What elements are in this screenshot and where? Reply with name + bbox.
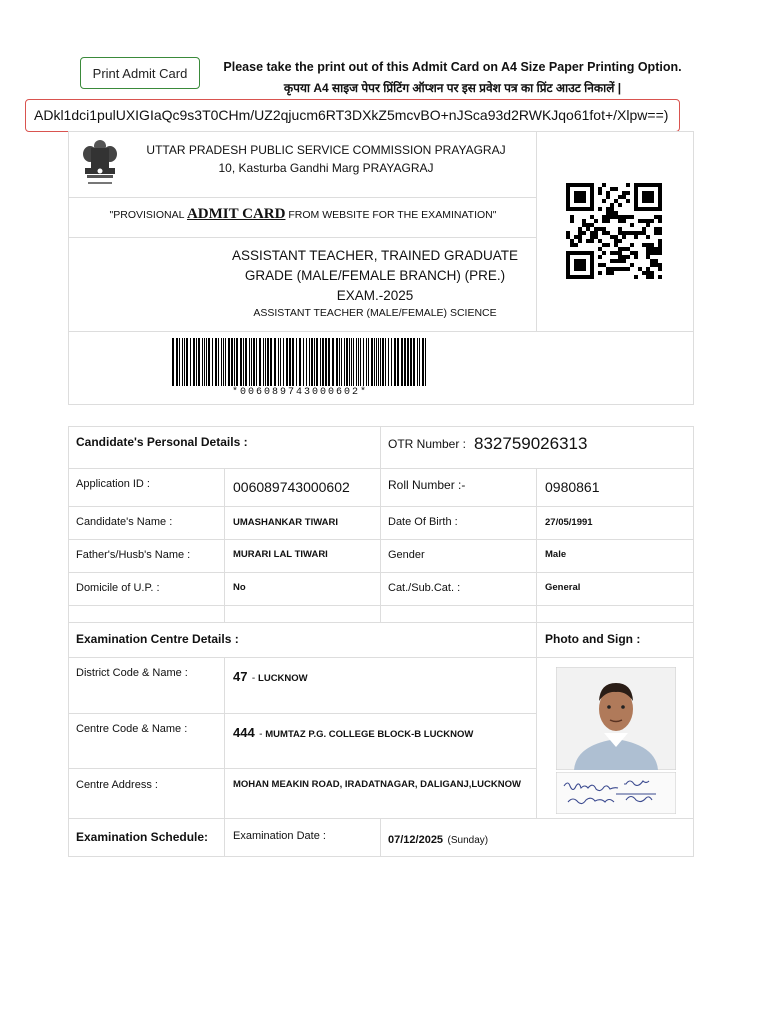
exam-date-value <box>388 830 488 848</box>
centre-address-value: MOHAN MEAKIN ROAD, IRADATNAGAR, DALIGANJ,LUCKNOW <box>233 779 521 790</box>
otr-number-value: 832759026313 <box>474 434 588 453</box>
commission-address: 10, Kasturba Gandhi Marg PRAYAGRAJ <box>218 161 434 175</box>
candidate-name-value: UMASHANKAR TIWARI <box>233 517 339 528</box>
provisional-admit-card-heading <box>70 206 536 223</box>
centre-code-label: Centre Code & Name : <box>76 723 188 735</box>
barcode-icon <box>170 338 430 390</box>
encrypted-token-field: ADkl1dci1pulUXIGIaQc9s3T0CHm/UZ2qjucm6RT3DXkZ5mcvBO+nJSca93d2RWKJqo61fot+/Xlpw==) <box>25 99 680 132</box>
exam-schedule-heading: Examination Schedule: <box>76 830 209 844</box>
admit-card-title: ADMIT CARD <box>186 206 286 222</box>
personal-details-heading: Candidate's Personal Details : <box>76 435 248 449</box>
centre-name: MUMTAZ P.G. COLLEGE BLOCK-B LUCKNOW <box>265 729 474 740</box>
state-emblem-icon <box>76 138 124 192</box>
centre-code: 444 <box>233 725 255 740</box>
qr-code-icon <box>566 183 662 279</box>
exam-date-label: Examination Date : <box>233 830 326 842</box>
centre-address-label: Centre Address : <box>76 779 158 791</box>
candidate-name-label: Candidate's Name : <box>76 516 173 528</box>
print-admit-card-button[interactable]: Print Admit Card <box>80 57 200 89</box>
print-notice-english: Please take the print out of this Admit Card on A4 Size Paper Printing Option. <box>223 60 682 74</box>
gender-label: Gender <box>388 549 425 561</box>
roll-number-label: Roll Number :- <box>388 478 466 492</box>
provisional-prefix: "PROVISIONAL <box>109 209 185 221</box>
application-id-label: Application ID : <box>76 478 150 490</box>
domicile-label: Domicile of U.P. : <box>76 582 160 594</box>
date-of-birth-value: 27/05/1991 <box>545 517 593 528</box>
exam-title-line-1: ASSISTANT TEACHER, TRAINED GRADUATE <box>231 248 519 263</box>
barcode-number: *006089743000602* <box>231 387 369 398</box>
district-value: 47 - LUCKNOW <box>233 669 308 684</box>
category-label: Cat./Sub.Cat. : <box>388 582 461 594</box>
candidate-signature <box>556 772 676 814</box>
photo-sign-heading: Photo and Sign : <box>545 632 641 646</box>
category-value: General <box>545 582 581 593</box>
domicile-value: No <box>233 582 246 593</box>
district-label: District Code & Name : <box>76 667 188 679</box>
candidate-photo <box>556 667 676 770</box>
exam-title-line-3: EXAM.-2025 <box>336 288 414 303</box>
otr-number-label: OTR Number : <box>388 437 467 451</box>
district-name: LUCKNOW <box>258 673 308 684</box>
application-id-value: 006089743000602 <box>233 479 350 495</box>
exam-title-line-2: GRADE (MALE/FEMALE BRANCH) (PRE.) <box>244 268 506 283</box>
father-name-value: MURARI LAL TIWARI <box>233 549 328 560</box>
district-code: 47 <box>233 669 248 684</box>
provisional-suffix: FROM WEBSITE FOR THE EXAMINATION" <box>288 209 497 221</box>
exam-date: 07/12/2025 <box>388 834 444 846</box>
exam-title <box>230 246 520 306</box>
date-of-birth-label: Date Of Birth : <box>388 516 458 528</box>
gender-value: Male <box>545 549 567 560</box>
centre-details-heading: Examination Centre Details : <box>76 632 239 646</box>
father-name-label: Father's/Husb's Name : <box>76 549 191 561</box>
exam-day: (Sunday) <box>447 835 489 846</box>
print-notice-hindi: कृपया A4 साइज पेपर प्रिंटिंग ऑप्शन पर इस प्रवेश पत्र का प्रिंट आउट निकालें | <box>283 81 622 95</box>
centre-value: 444 - MUMTAZ P.G. COLLEGE BLOCK-B LUCKNOW <box>233 725 474 740</box>
exam-subject: ASSISTANT TEACHER (MALE/FEMALE) SCIENCE <box>253 307 497 319</box>
roll-number-value: 0980861 <box>545 479 600 495</box>
commission-name: UTTAR PRADESH PUBLIC SERVICE COMMISSION PRAYAGRAJ <box>146 143 506 157</box>
